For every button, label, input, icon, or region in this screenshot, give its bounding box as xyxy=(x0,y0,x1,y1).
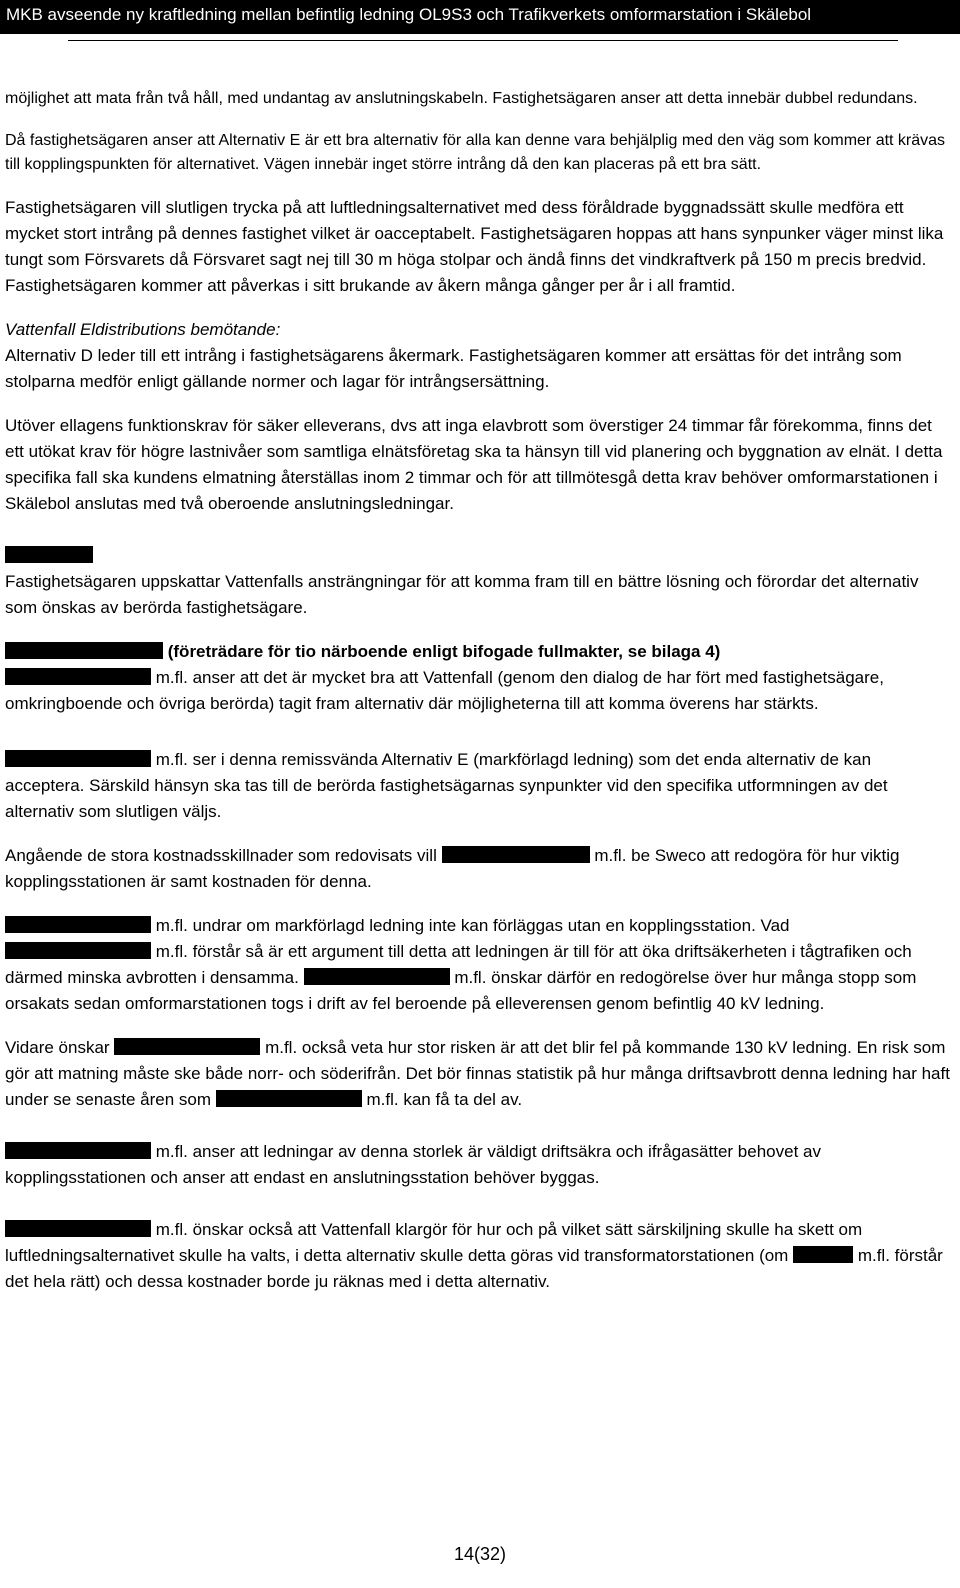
redaction-block xyxy=(5,1220,151,1237)
redaction-block xyxy=(304,968,450,985)
paragraph-130kv-risk: Vidare önskar m.fl. också veta hur stor risken är att det blir fel på kommande 130 kV ledning. En risk som gör att matning måste ske både norr- och söderifrån. Det bör finnas statistik på hur många driftsavbrott denna ledning har haft under se senaste åren som m.fl. kan få ta del av. xyxy=(5,1038,950,1109)
paragraph-appreciation: Fastighetsägaren uppskattar Vattenfalls ansträngningar för att komma fram till en bättre lösning och förordar det alternativ som önskas av berörda fastighetsägare. xyxy=(5,572,919,617)
redaction-block xyxy=(5,750,151,767)
redaction-block xyxy=(5,942,151,959)
header-divider xyxy=(68,40,898,41)
document-header-title: MKB avseende ny kraftledning mellan befintlig ledning OL9S3 och Trafikverkets omformarstation i Skälebol xyxy=(6,5,812,24)
paragraph-separation-costs: m.fl. önskar också att Vattenfall klargör för hur och på vilket sätt särskiljning skulle ha skett om luftledningsalternativet skulle ha valts, i detta alternativ skulle detta göras vid transformatorstationen (om m.fl. förstår det hela rätt) och dessa kostnader borde ju räknas med i detta alternativ. xyxy=(5,1220,943,1291)
paragraph-dialog: m.fl. anser att det är mycket bra att Vattenfall (genom den dialog de har fört med fastighetsägare, omkringboende och övriga berörda) tagit fram alternativ där möjligheterna till att komma överens har stärkts. xyxy=(5,668,884,713)
paragraph-supply-requirements: Utöver ellagens funktionskrav för säker elleverans, dvs att inga elavbrott som överstiger 24 timmar får förekomma, finns det ett utökat krav för högre lastnivåer som samtliga elnätsföretag ska ta hänsyn till vid planering och byggnation av elnät. I detta specifika fall ska kundens elmatning återställas inom 2 timmar och för att tillmötesgå detta krav behöver omformarstationen i Skälebol anslutas med två oberoende anslutningsledningar. xyxy=(5,416,943,513)
document-body xyxy=(5,87,955,1313)
paragraph-cost-differences: Angående de stora kostnadsskillnader som redovisats vill m.fl. be Sweco att redogöra för hur viktig kopplingsstationen är samt kostnaden för denna. xyxy=(5,846,900,891)
paragraph-alternative-e-acceptance: m.fl. ser i denna remissvända Alternativ E (markförlagd ledning) som det enda alternativ de kan acceptera. Särskild hänsyn ska tas till de berörda fastighetsägarnas synpunkter vid den specifika utformningen av det alternativ som slutligen väljs. xyxy=(5,750,888,821)
paragraph-coupling-station: m.fl. undrar om markförlagd ledning inte kan förläggas utan en kopplingsstation. Vad m.fl. förstår så är ett argument till detta att ledningen är till för att öka driftsäkerheten i tågtrafiken och därmed minska avbrotten i densamma. m.fl. önskar därför en redogörelse över hur många stopp som orsakats sedan omformarstationen togs i drift av fel beroende på elleverensen genom befintlig 40 kV ledning. xyxy=(5,916,917,1013)
redaction-block xyxy=(114,1038,260,1055)
redaction-block xyxy=(5,668,151,685)
paragraph-vattenfall-response: Alternativ D leder till ett intrång i fastighetsägarens åkermark. Fastighetsägaren kommer att ersättas för det intrång som stolparna medför enligt gällande normer och lagar för intrångsersättning. xyxy=(5,346,902,391)
document-header-bar xyxy=(0,0,960,34)
paragraph-alternative-e-road: Då fastighetsägaren anser att Alternativ E är ett bra alternativ för alla kan denne vara behjälplig med den väg som kommer att krävas till kopplingspunkten för alternativet. Vägen innebär inget större intrång då den kan placeras på ett bra sätt. xyxy=(5,132,946,173)
redaction-block xyxy=(216,1090,362,1107)
redaction-block xyxy=(793,1246,853,1263)
paragraph-redundancy: möjlighet att mata från två håll, med undantag av anslutningskabeln. Fastighetsägaren anser att detta innebär dubbel redundans. xyxy=(5,90,918,107)
redaction-block xyxy=(442,846,590,863)
redaction-block xyxy=(5,546,93,563)
redacted-name-line xyxy=(5,543,955,569)
paragraph-line-reliability: m.fl. anser att ledningar av denna storlek är väldigt driftsäkra och ifrågasätter behovet av kopplingsstationen och anser att endast en anslutningsstation behöver byggas. xyxy=(5,1142,821,1187)
paragraph-overhead-line-objection: Fastighetsägaren vill slutligen trycka på att luftledningsalternativet med dess föråldrade byggnadssätt skulle medföra ett mycket stort intrång på dennes fastighet vilket är oacceptabelt. Fastighetsägaren hoppas att hans synpunker väger minst lika tungt som Försvarets då Försvaret sagt nej till 30 m höga stolpar och ändå finns det vindkraftverk på 150 m precis bredvid. Fastighetsägaren kommer att påverkas i sitt brukande av åkern många gånger per år i all framtid. xyxy=(5,198,944,295)
vattenfall-response-heading: Vattenfall Eldistributions bemötande: xyxy=(5,320,281,339)
representative-heading: (företrädare för tio närboende enligt bifogade fullmakter, se bilaga 4) xyxy=(5,639,955,665)
redaction-block xyxy=(5,1142,151,1159)
page-number: 14(32) xyxy=(453,1544,507,1564)
redaction-block xyxy=(5,642,163,659)
redaction-block xyxy=(5,916,151,933)
